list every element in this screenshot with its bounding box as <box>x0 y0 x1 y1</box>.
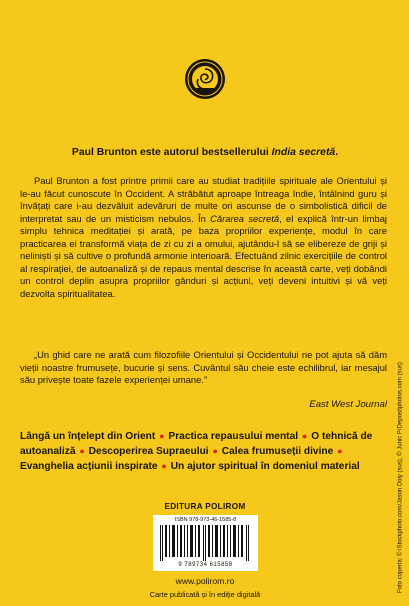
description-book-title: Cărarea secretă <box>210 212 280 224</box>
description-part-1: Paul Brunton a fost printre primii care au studiat tradițiile spirituale ale Orientului și le-au făcut cunoscute în Occident. A străbătut aproape întreaga Indie, întâlnind guru și învățați care i-au dezvăluit adevăruri de multe ori ascunse de o simbolistică dificil de interpretat sau de un misticism nebulos. În <box>20 175 387 224</box>
topic-item: O tehnică de autoanaliză <box>20 431 373 457</box>
bullet-icon: ● <box>337 446 343 456</box>
quote-source: East West Journal <box>309 399 387 410</box>
herakon-logo-icon <box>184 58 226 100</box>
publisher-name: EDITURA POLIROM <box>164 502 246 511</box>
topic-item: Lângă un înțelept din Orient <box>20 431 156 442</box>
isbn-number: ISBN 978-973-46-1585-8 <box>174 517 237 523</box>
barcode-digits: 9 789734 615858 <box>178 562 233 568</box>
topic-item: Practica repausului mental <box>168 431 299 442</box>
headline-suffix: . <box>335 147 339 158</box>
isbn-barcode <box>153 515 258 571</box>
bullet-icon: ● <box>212 446 218 456</box>
headline-prefix: Paul Brunton este autorul bestsellerului <box>71 147 272 158</box>
topic-item: Calea frumuseții divine <box>221 446 334 457</box>
review-quote: „Un ghid care ne arată cum filozofiile Orientului și Occidentului ne pot ajuta să dăm vieții noastre frumusețe, bucurie și sens. Cuvântul său cheie este echilibrul, iar mesajul său privește toate fazele experienței umane.” <box>20 349 387 385</box>
topic-item: Descoperirea Supraeului <box>88 446 209 457</box>
bullet-icon: ● <box>301 431 308 441</box>
publisher-website[interactable]: www.polirom.ro <box>175 576 235 586</box>
topics-list <box>20 429 390 474</box>
photo-credits: Foto coperta: © iStockphoto.com/Jason Doiy (sus), © Junic P/Depositphotos.com (sus) <box>397 362 404 593</box>
topic-item: Un ajutor spiritual în domeniul material <box>170 461 360 472</box>
topic-item: Evanghelia acțiunii inspirate <box>20 461 158 472</box>
bestseller-title: India secretă <box>271 147 336 158</box>
author-headline <box>20 146 390 159</box>
barcode-bars-icon <box>159 525 252 561</box>
bullet-icon: ● <box>159 431 165 441</box>
description-part-2: , el explică într-un limbaj simplu tehnica meditației și arată, pe baza propriilor experiențe, modul în care practicarea ei transformă viața de zi cu zi a omului, ajutându-l să se elibereze de griji și neliniști și să cultive o profundă armonie interioară. Efectuând zilnic exercițiile de control al respirației, de autoanaliză și de repaus mental descrise în această carte, veți dobândi un control deplin asupra propriilor gânduri și acțiuni, veți deveni intuitivi și vă veți dezvolta spiritualitatea. <box>20 212 388 299</box>
bullet-icon: ● <box>79 446 85 456</box>
digital-edition-note: Carte publicată și în ediție digitală <box>149 590 261 599</box>
book-description <box>20 175 387 300</box>
bullet-icon: ● <box>161 461 167 471</box>
